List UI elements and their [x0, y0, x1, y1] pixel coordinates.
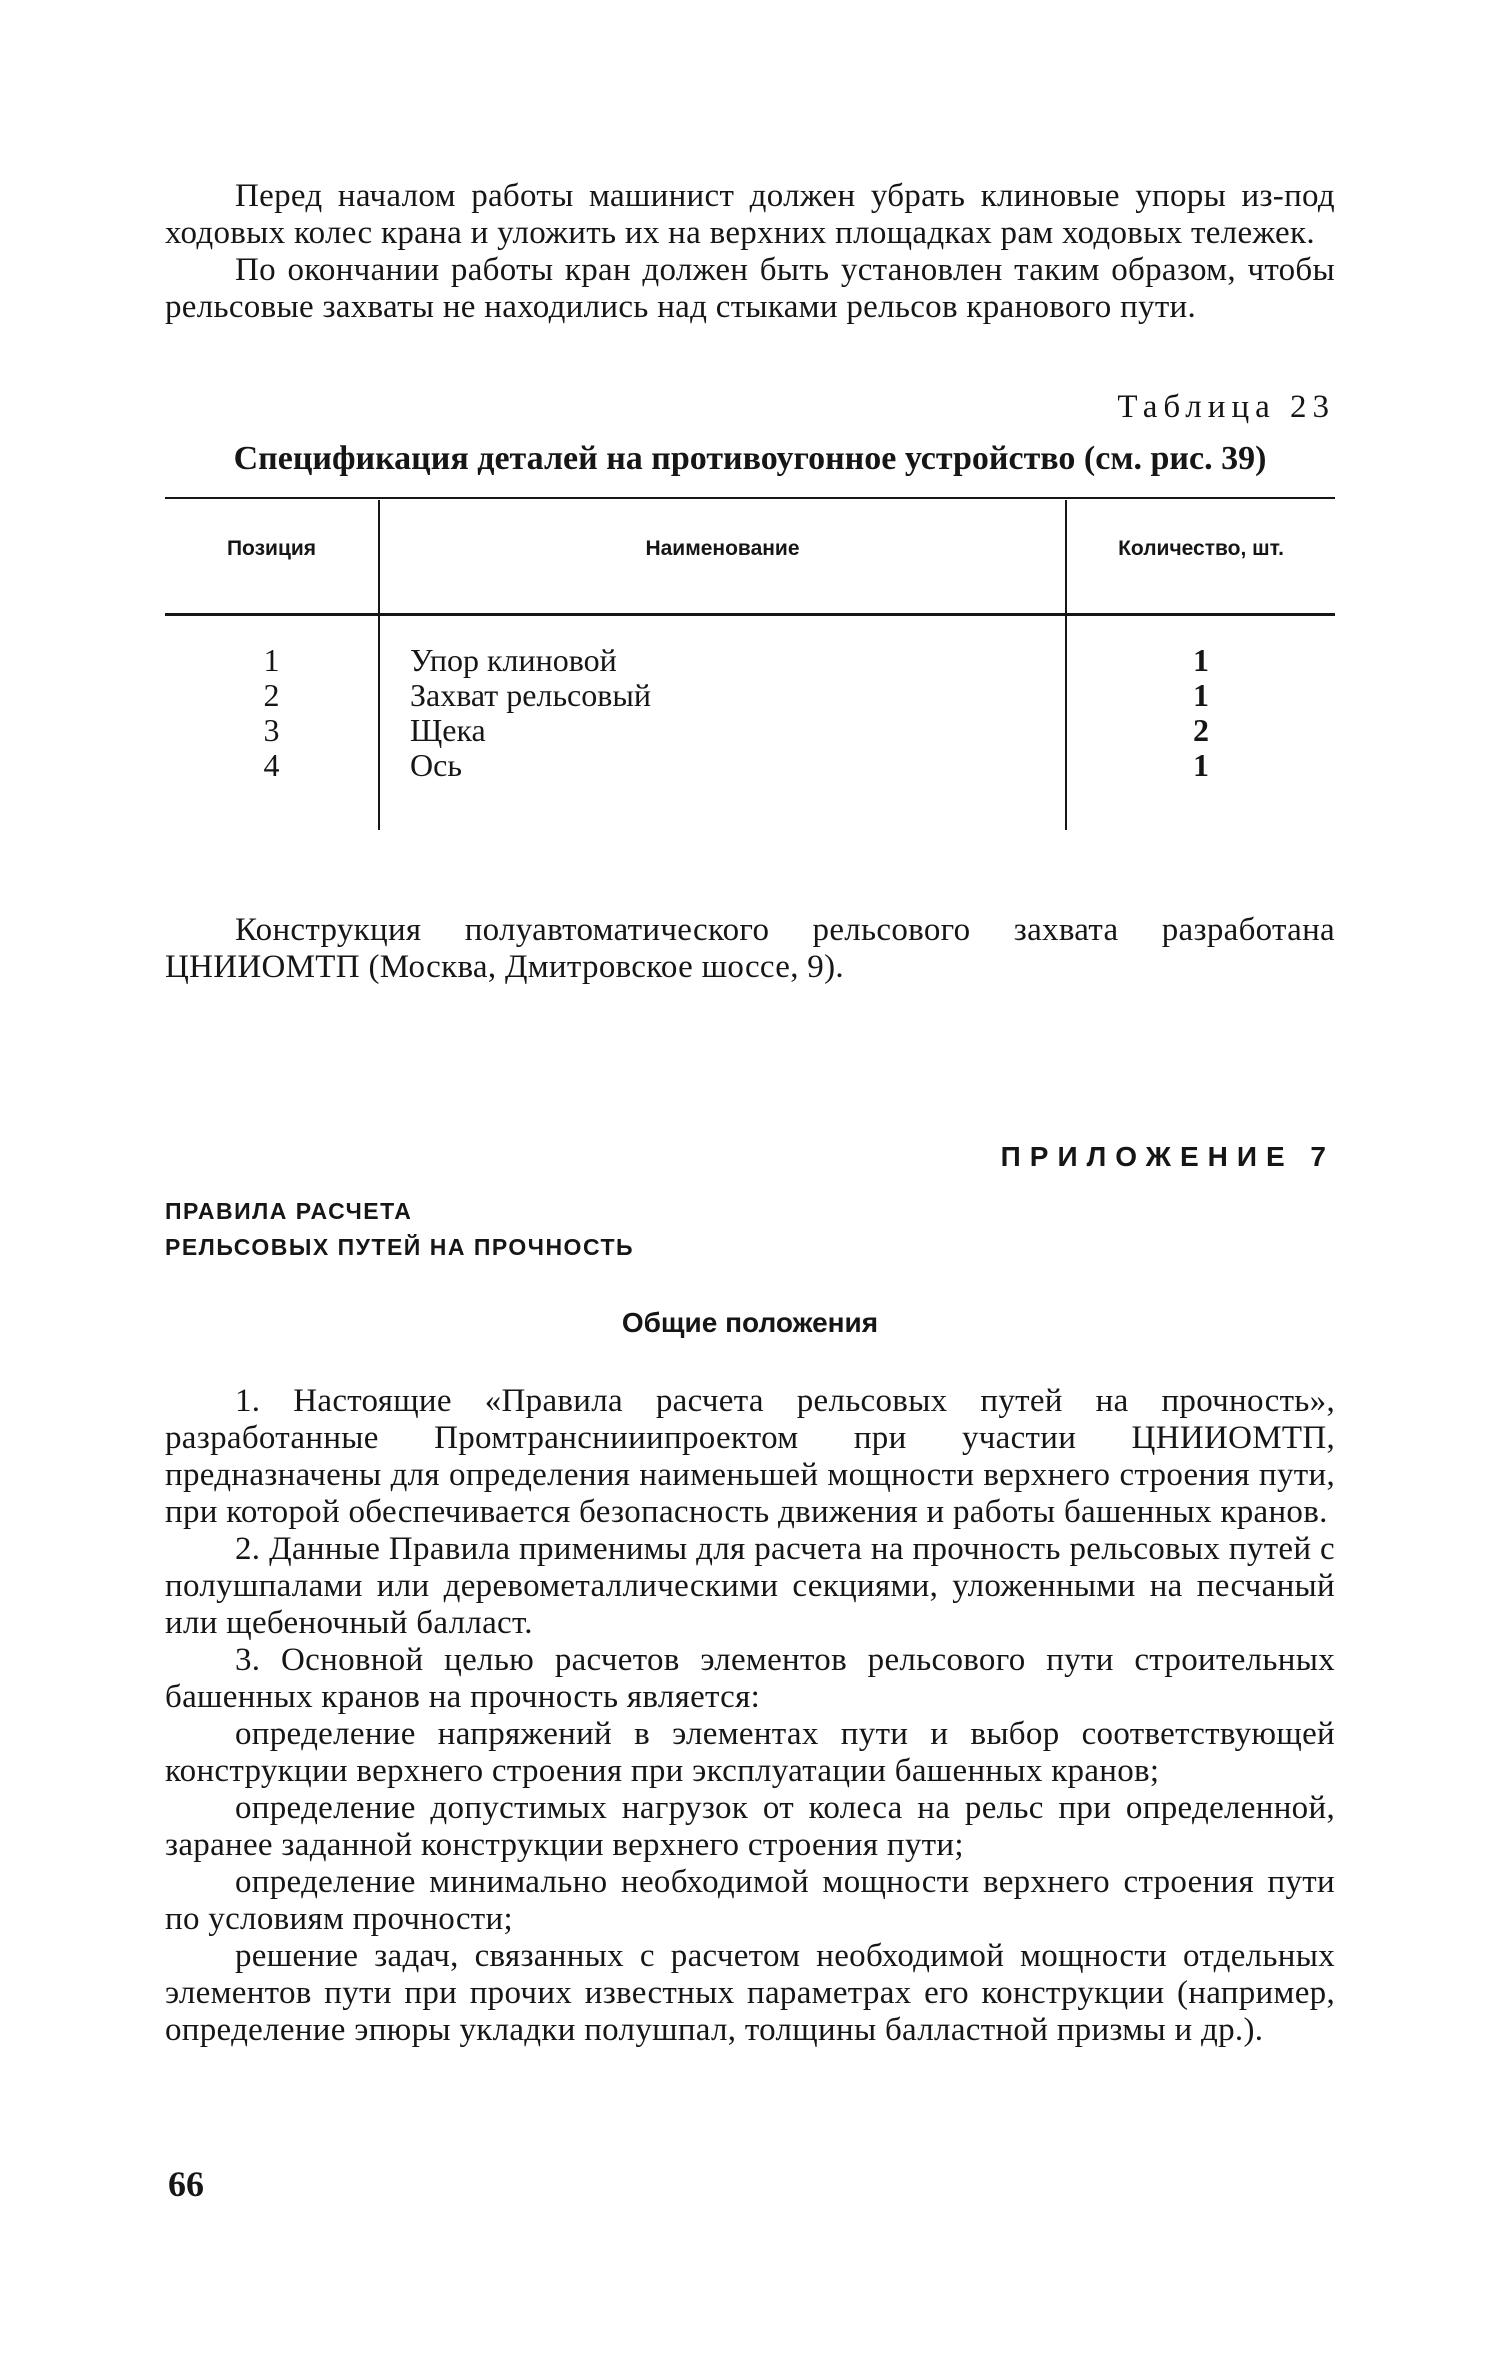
paragraph: 2. Данные Правила применимы для расчета на прочность рельсовых путей с полушпалами или деревометаллическими секциями, уложенными на песчаный или щебеночный балласт.	[165, 1531, 1335, 1641]
page-number: 66	[168, 2164, 204, 2204]
cell-name: Упор клиновой	[410, 642, 617, 678]
cell-quantity: 1	[1193, 642, 1209, 678]
table-header-name: Наименование	[645, 537, 800, 560]
cell-position: 1	[263, 642, 280, 678]
table-number: Таблица 23	[1117, 389, 1335, 425]
cell-quantity: 1	[1193, 677, 1209, 713]
cell-position: 4	[263, 747, 280, 783]
appendix-title	[165, 1193, 634, 1265]
cell-position: 3	[263, 712, 280, 748]
table-row	[165, 643, 1335, 678]
paragraph: определение допустимых нагрузок от колеса на рельс при определенной, заранее заданной конструкции верхнего строения пути;	[165, 1790, 1335, 1863]
cell-name: Ось	[410, 747, 462, 783]
section-heading: Общие положения	[621, 1307, 879, 1338]
table-row	[165, 678, 1335, 713]
table-header-position: Позиция	[226, 537, 317, 560]
table-row	[165, 713, 1335, 748]
table-header-rule	[165, 613, 1335, 616]
specification-table	[165, 497, 1335, 837]
paragraph: 1. Настоящие «Правила расчета рельсовых путей на прочность», разработанные Промтранснииипроектом при участии ЦНИИОМТП, предназначены для определения наименьшей мощности верхнего строения пути, при которой обеспечивается безопасность движения и работы башенных кранов.	[165, 1383, 1335, 1530]
construction-note: Конструкция полуавтоматического рельсового захвата разработана ЦНИИОМТП (Москва, Дмитровское шоссе, 9).	[165, 912, 1335, 985]
construction-note-section	[165, 912, 1335, 986]
appendix-title-line: РЕЛЬСОВЫХ ПУТЕЙ НА ПРОЧНОСТЬ	[165, 1234, 635, 1260]
cell-position: 2	[263, 677, 280, 713]
paragraph: определение напряжений в элементах пути и выбор соответствующей конструкции верхнего строения при эксплуатации башенных кранов;	[165, 1716, 1335, 1789]
table-header-quantity: Количество, шт.	[1118, 537, 1284, 560]
cell-name: Захват рельсовый	[410, 677, 651, 713]
cell-quantity: 2	[1193, 712, 1209, 748]
appendix-number: ПРИЛОЖЕНИЕ 7	[1000, 1141, 1335, 1172]
body-section	[165, 1383, 1335, 2049]
paragraph: решение задач, связанных с расчетом необходимой мощности отдельных элементов пути при прочих известных параметрах его конструкции (например, определение эпюры укладки полушпал, толщины балластной призмы и др.).	[165, 1938, 1335, 2048]
cell-quantity: 1	[1193, 747, 1209, 783]
paragraph: По окончании работы кран должен быть установлен таким образом, чтобы рельсовые захваты не находились над стыками рельсов кранового пути.	[165, 252, 1335, 325]
paragraph: определение минимально необходимой мощности верхнего строения пути по условиям прочности;	[165, 1864, 1335, 1937]
paragraph: Перед началом работы машинист должен убрать клиновые упоры из-под ходовых колес крана и уложить их на верхних площадках рам ходовых тележек.	[165, 178, 1335, 251]
cell-name: Щека	[410, 712, 486, 748]
table-top-rule	[165, 497, 1335, 499]
appendix-title-line: ПРАВИЛА РАСЧЕТА	[165, 1198, 413, 1224]
table-row	[165, 748, 1335, 783]
intro-section	[165, 178, 1335, 326]
paragraph: 3. Основной целью расчетов элементов рельсового пути строительных башенных кранов на прочность является:	[165, 1642, 1335, 1715]
table-caption: Спецификация деталей на противоугонное устройство (см. рис. 39)	[233, 440, 1267, 477]
